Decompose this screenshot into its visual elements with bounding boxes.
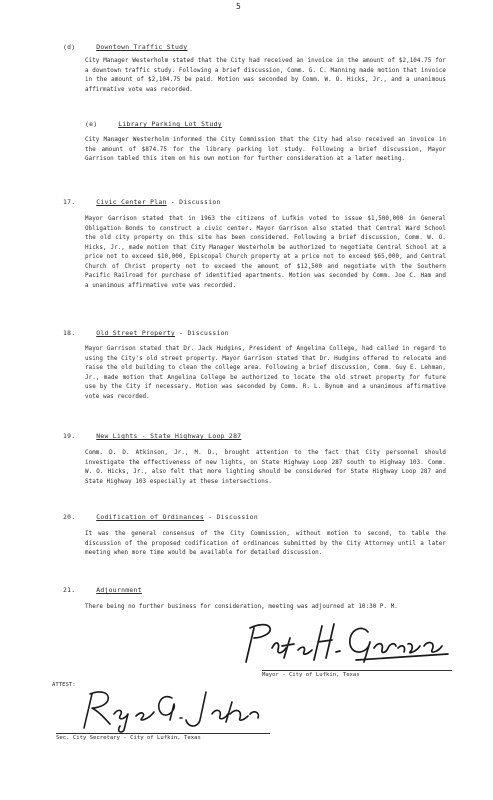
section-heading-library-parking [85,120,222,128]
secretary-caption: Sec. City Secretary - City of Lufkin, Texas [56,733,270,741]
page-number: 5 [236,2,241,11]
section-heading-civic-center [63,198,221,206]
mayor-caption: Mayor - City of Lufkin, Texas [262,670,452,678]
section-body-adjournment: There being no further business for consideration, meeting was adjourned at 10:30 P. M. [85,604,398,610]
section-title: Library Parking Lot Study [118,120,222,128]
section-number: (d) [63,43,76,51]
section-title: Downtown Traffic Study [96,43,188,51]
section-body-codification: It was the general consensus of the City Commission, without motion to second, to table the discussion of the proposed codification of ordinances submitted by the City Attorney until a later meeting when more time would be available for detailed discussion. [85,531,446,557]
section-number: (e) [85,120,98,128]
section-body-downtown-traffic: City Manager Westerholm stated that the City had received an invoice in the amount of $2,104.75 for a downtown traffic study. Following a brief discussion, Comm. G. C. Manning made motion that invoice in the amount of $2,104.75 be paid. Motion was seconded by Comm. W. O. Hicks, Jr., and a unanimous affirmative vote was recorded. [85,58,446,93]
mayor-signature [236,618,456,670]
section-body-civic-center: Mayor Garrison stated that in 1963 the citizens of Lufkin voted to issue $1,500,000 in General Obligation Bonds to construct a civic center. Mayor Garrison also stated that Central Ward School the old city property on this site has been considered. Following a brief discussion, Comm. W. O. Hicks, Jr., made motion that City Manager Westerholm be authorized to negotiate Central School at a price not to exceed $10,000, Episcopal Church property at a price not to exceed $65,000, and Central Church of Christ property not to exceed the amount of $12,500 and negotiate with the Southern Pacific Railroad for purchase of identified apartments. Motion was seconded by Comm. Joe C. Ham and a unanimous affirmative vote was recorded. [85,216,446,289]
section-heading-old-street-property [63,329,229,337]
section-title: New Lights - State Highway Loop 287 [96,432,242,440]
section-body-old-street-property: Mayor Garrison stated that Dr. Jack Hudgins, President of Angelina College, had called in regard to using the City's old street property. Mayor Garrison stated that Dr. Hudgins offered to relocate and raise the old building to clean the college area. Following a brief discussion, Comm. Guy E. Lehman, Jr., made motion that Angelina College be authorized to locate the old street property for future use by the City if necessary. Motion was seconded by Comm. R. L. Bynum and a unanimous affirmative vote was recorded. [85,346,446,400]
section-title: Old Street Property [96,329,176,337]
secretary-signature [76,686,266,734]
section-number: 21. [63,586,76,594]
section-heading-downtown-traffic [63,43,187,51]
section-number: 20. [63,513,76,521]
section-number: 17. [63,198,76,206]
section-body-new-lights: Comm. D. D. Atkinson, Jr., M. D., brought attention to the fact that City personnel should investigate the effectiveness of new lights, on State Highway Loop 287 south to Highway 103. Comm. W. O. Hicks, Jr., also felt that more lighting should be considered for State Highway Loop 287 and State Highway 103 especially at these intersections. [85,450,446,485]
section-title: Codification of Ordinances [96,513,205,521]
section-title-suffix: - Discussion [208,513,258,521]
section-title-suffix: - Discussion [179,329,229,337]
attest-label: ATTEST: [52,682,76,688]
section-title: Civic Center Plan [96,198,167,206]
section-number: 18. [63,329,76,337]
section-heading-new-lights [63,432,241,440]
section-body-library-parking: City Manager Westerholm informed the City Commission that the City had also received an invoice in the amount of $874.75 for the library parking lot study. Following a brief discussion, Mayor Garrison tabled this item on his own motion for further consideration at a later meeting. [85,137,446,163]
section-heading-codification [63,513,258,521]
section-title-suffix: - Discussion [170,198,221,206]
section-number: 19. [63,432,76,440]
section-heading-adjournment [63,586,142,594]
section-title: Adjournment [96,586,142,594]
